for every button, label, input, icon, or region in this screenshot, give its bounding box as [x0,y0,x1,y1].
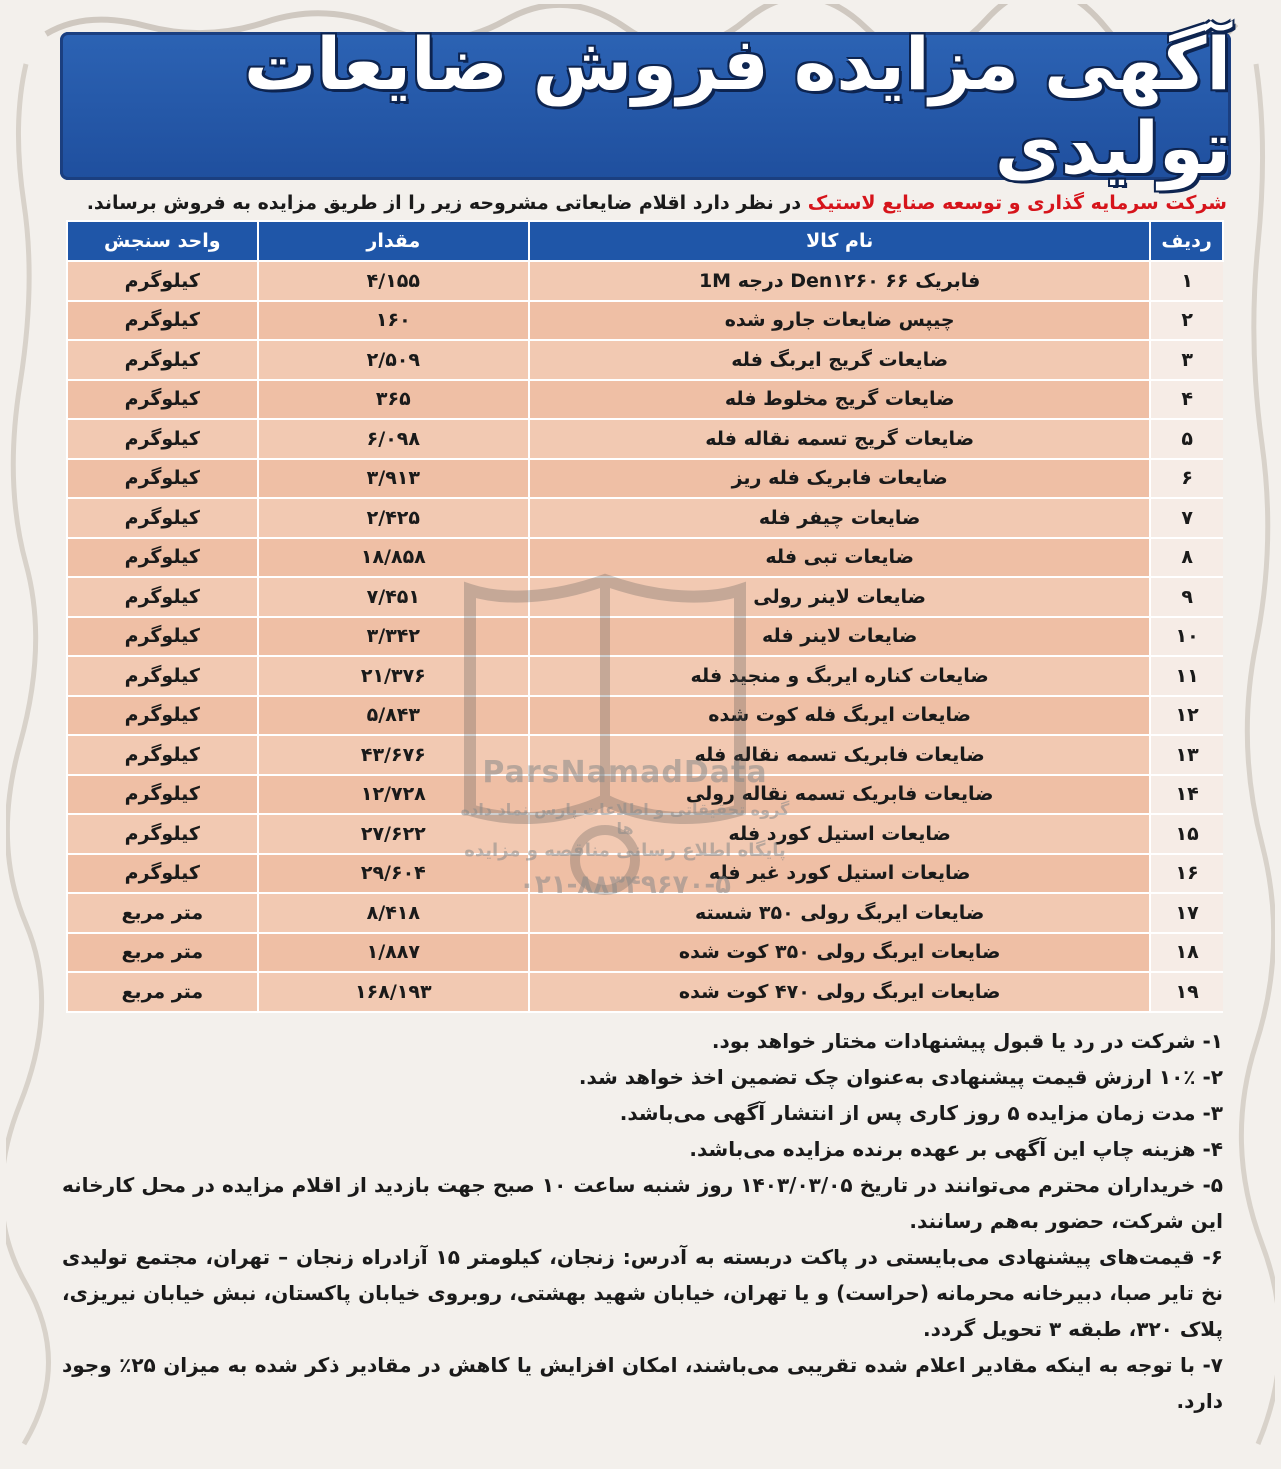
unit-cell: کیلوگرم [67,538,258,578]
row-number-cell: ۶ [1150,459,1223,499]
row-number-cell: ۴ [1150,380,1223,420]
unit-cell: کیلوگرم [67,814,258,854]
quantity-cell: ۵/۸۴۳ [258,696,530,736]
quantity-cell: ۲۹/۶۰۴ [258,854,530,894]
quantity-cell: ۴۳/۶۷۶ [258,735,530,775]
watermark-tagline: گروه تحقیقاتی و اطلاعات پارس نماد داده ها [460,800,790,838]
row-number-cell: ۱ [1150,261,1223,301]
quantity-cell: ۶/۰۹۸ [258,419,530,459]
item-name-cell: ضایعات استیل کورد فله [529,814,1150,854]
item-name-cell: ضایعات ایربگ رولی ۳۵۰ شسته [529,893,1150,933]
row-number-cell: ۱۲ [1150,696,1223,736]
item-name-cell: ضایعات گریج مخلوط فله [529,380,1150,420]
term-item: ۷- با توجه به اینکه مقادیر اعلام شده تقریبی می‌باشند، امکان افزایش یا کاهش در مقادیر ذکر شده به میزان ۲۵٪ وجود دارد. [62,1352,1223,1413]
unit-cell: متر مربع [67,972,258,1012]
term-item: ۳- مدت زمان مزایده ۵ روز کاری پس از انتشار آگهی می‌باشد. [619,1100,1223,1125]
unit-cell: متر مربع [67,933,258,973]
term-item: ۴- هزینه چاپ این آگهی بر عهده برنده مزایده می‌باشد. [689,1136,1223,1161]
term-item: ۲- ۱۰٪ ارزش قیمت پیشنهادی به‌عنوان چک تضمین اخذ خواهد شد. [578,1064,1223,1089]
unit-cell: کیلوگرم [67,261,258,301]
row-number-cell: ۱۱ [1150,656,1223,696]
quantity-cell: ۴/۱۵۵ [258,261,530,301]
row-number-cell: ۱۵ [1150,814,1223,854]
notice-title: آگهی مزایده فروش ضایعات تولیدی [243,22,1231,190]
quantity-cell: ۲/۵۰۹ [258,340,530,380]
quantity-cell: ۳۶۵ [258,380,530,420]
item-name-cell: ضایعات فابریک تسمه نقاله رولی [529,775,1150,815]
item-name-cell: ضایعات کناره ایربگ و منجید فله [529,656,1150,696]
quantity-cell: ۲/۴۲۵ [258,498,530,538]
unit-cell: کیلوگرم [67,380,258,420]
unit-cell: کیلوگرم [67,656,258,696]
unit-cell: کیلوگرم [67,617,258,657]
row-number-cell: ۱۶ [1150,854,1223,894]
quantity-cell: ۷/۴۵۱ [258,577,530,617]
unit-cell: متر مربع [67,893,258,933]
term-item: ۵- خریداران محترم می‌توانند در تاریخ ۱۴۰۳/۰۳/۰۵ روز شنبه ساعت ۱۰ صبح جهت بازدید از اقلام مزایده در محل کارخانه این شرکت، حضور به‌هم رسانند. [62,1172,1224,1233]
unit-cell: کیلوگرم [67,775,258,815]
company-name: شرکت سرمایه گذاری و توسعه صنایع لاستیک [807,192,1227,214]
row-number-cell: ۹ [1150,577,1223,617]
unit-cell: کیلوگرم [67,459,258,499]
watermark-brand: ParsNamadData [482,755,768,790]
item-name-cell: ضایعات ایربگ رولی ۳۵۰ کوت شده [529,933,1150,973]
item-name-cell: ضایعات فابریک تسمه نقاله فله [529,735,1150,775]
watermark-portal: پایگاه اطلاع رسانی مناقصه و مزایده [464,840,786,861]
item-name-cell: چیپس ضایعات جارو شده [529,301,1150,341]
header-unit: واحد سنجش [67,221,258,261]
unit-cell: کیلوگرم [67,854,258,894]
quantity-cell: ۲۱/۳۷۶ [258,656,530,696]
quantity-cell: ۱۶۰ [258,301,530,341]
watermark-phone: ۰۲۱-۸۸۳۴۹۶۷۰-۵ [518,870,731,900]
item-name-cell: فابریک Den۱۲۶۰ ۶۶ درجه 1M [529,261,1150,301]
quantity-cell: ۱۲/۷۲۸ [258,775,530,815]
header-item-name: نام کالا [529,221,1150,261]
row-number-cell: ۲ [1150,301,1223,341]
header-row-number: ردیف [1150,221,1223,261]
unit-cell: کیلوگرم [67,735,258,775]
item-name-cell: ضایعات ایربگ فله کوت شده [529,696,1150,736]
row-number-cell: ۱۷ [1150,893,1223,933]
unit-cell: کیلوگرم [67,301,258,341]
quantity-cell: ۱/۸۸۷ [258,933,530,973]
item-name-cell: ضایعات لاینر رولی [529,577,1150,617]
unit-cell: کیلوگرم [67,419,258,459]
quantity-cell: ۲۷/۶۲۲ [258,814,530,854]
item-name-cell: ضایعات لاینر فله [529,617,1150,657]
unit-cell: کیلوگرم [67,340,258,380]
term-item: ۶- قیمت‌های پیشنهادی می‌بایستی در پاکت دربسته به آدرس: زنجان، کیلومتر ۱۵ آزادراه زنجان – تهران، مجتمع تولیدی نخ تایر صبا، دبیرخانه محرمانه (حراست) و یا تهران، خیابان شهید بهشتی، روبروی خیابان پاکستان، نبش خیابان نیریزی، پلاک ۳۲۰، طبقه ۳ تحویل گردد. [62,1244,1223,1341]
row-number-cell: ۱۰ [1150,617,1223,657]
item-name-cell: ضایعات چیفر فله [529,498,1150,538]
row-number-cell: ۵ [1150,419,1223,459]
row-number-cell: ۱۴ [1150,775,1223,815]
row-number-cell: ۸ [1150,538,1223,578]
item-name-cell: ضایعات ایربگ رولی ۴۷۰ کوت شده [529,972,1150,1012]
item-name-cell: ضایعات فابریک فله ریز [529,459,1150,499]
term-item: ۱- شرکت در رد یا قبول پیشنهادات مختار خواهد بود. [711,1028,1223,1053]
title-banner [60,22,1231,190]
row-number-cell: ۱۳ [1150,735,1223,775]
unit-cell: کیلوگرم [67,696,258,736]
row-number-cell: ۱۹ [1150,972,1223,1012]
intro-text: در نظر دارد اقلام ضایعاتی مشروحه زیر را از طریق مزایده به فروش برساند. [86,192,808,214]
decorative-border [6,4,1275,1464]
row-number-cell: ۱۸ [1150,933,1223,973]
item-name-cell: ضایعات گریج ایربگ فله [529,340,1150,380]
item-name-cell: ضایعات استیل کورد غیر فله [529,854,1150,894]
quantity-cell: ۳/۹۱۳ [258,459,530,499]
unit-cell: کیلوگرم [67,577,258,617]
item-name-cell: ضایعات تبی فله [529,538,1150,578]
row-number-cell: ۷ [1150,498,1223,538]
header-quantity: مقدار [258,221,530,261]
quantity-cell: ۱۶۸/۱۹۳ [258,972,530,1012]
row-number-cell: ۳ [1150,340,1223,380]
quantity-cell: ۱۸/۸۵۸ [258,538,530,578]
quantity-cell: ۸/۴۱۸ [258,893,530,933]
item-name-cell: ضایعات گریج تسمه نقاله فله [529,419,1150,459]
quantity-cell: ۳/۳۴۲ [258,617,530,657]
unit-cell: کیلوگرم [67,498,258,538]
